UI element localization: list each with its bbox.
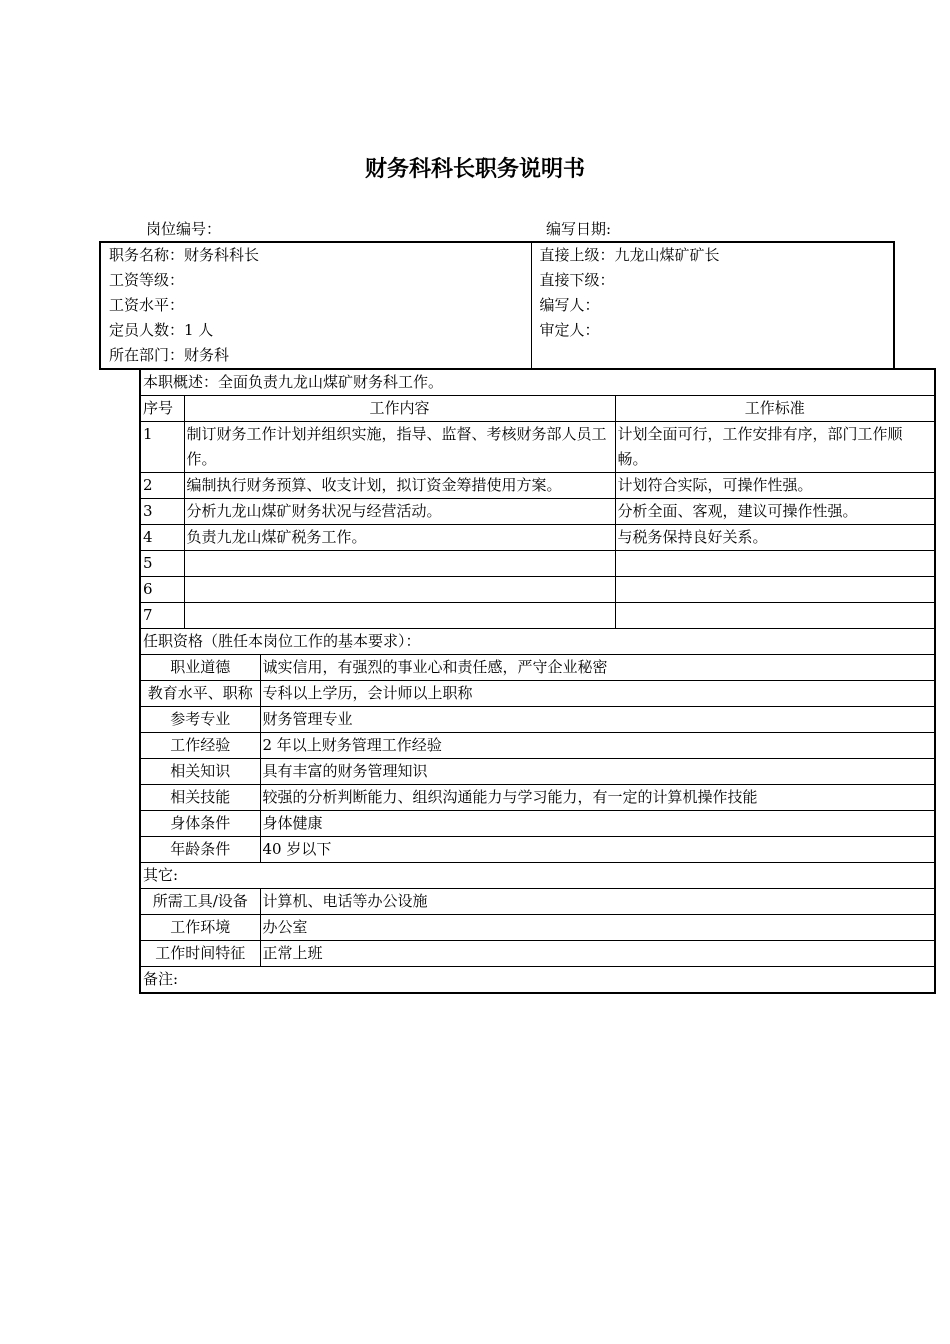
duty-standard [615,603,935,629]
basic-info-right [531,242,894,369]
header-standard: 工作标准 [615,396,935,422]
duty-standard: 分析全面、客观，建议可操作性强。 [615,499,935,525]
qualification-row [140,759,935,785]
position-code-label: 岗位编号： [146,220,222,238]
other-label: 工作时间特征 [140,941,260,967]
qualification-value: 40 岁以下 [260,837,935,863]
empty-field [540,343,886,368]
date-label: 编写日期: [546,220,612,238]
duty-no: 4 [140,525,184,551]
qualification-label: 工作经验 [140,733,260,759]
qualification-row [140,681,935,707]
direct-superior-field: 直接上级：九龙山煤矿矿长 [539,246,720,264]
other-value: 办公室 [260,915,935,941]
table-row [140,577,935,603]
qualification-value: 身体健康 [260,811,935,837]
department-field: 所在部门：财务科 [109,346,230,364]
duties-table [139,368,936,994]
salary-grade-field: 工资等级： [109,271,185,289]
duty-no: 3 [140,499,184,525]
table-row [140,499,935,525]
other-value: 正常上班 [260,941,935,967]
qualification-value: 较强的分析判断能力、组织沟通能力与学习能力，有一定的计算机操作技能 [260,785,935,811]
duty-standard: 计划全面可行，工作安排有序，部门工作顺畅。 [615,422,935,473]
duty-content [184,577,615,603]
author-field: 编写人： [539,296,600,314]
headcount-field: 定员人数：1 人 [109,321,214,339]
qualification-label: 参考专业 [140,707,260,733]
other-row [140,915,935,941]
duty-content [184,603,615,629]
qualification-value: 具有丰富的财务管理知识 [260,759,935,785]
table-row [140,603,935,629]
duty-standard: 与税务保持良好关系。 [615,525,935,551]
other-label: 所需工具/设备 [140,889,260,915]
duty-standard: 计划符合实际，可操作性强。 [615,473,935,499]
duty-no: 2 [140,473,184,499]
qualification-row [140,707,935,733]
job-summary: 本职概述：全面负责九龙山煤矿财务科工作。 [140,369,935,396]
duty-content: 分析九龙山煤矿财务状况与经营活动。 [184,499,615,525]
duty-content: 负责九龙山煤矿税务工作。 [184,525,615,551]
qualification-label: 教育水平、职称 [140,681,260,707]
qualification-label: 身体条件 [140,811,260,837]
remarks: 备注: [140,967,935,994]
table-row [140,525,935,551]
qualification-row [140,837,935,863]
qualification-value: 专科以上学历，会计师以上职称 [260,681,935,707]
other-heading: 其它: [140,863,935,889]
approver-field: 审定人： [539,321,600,339]
qualification-row [140,733,935,759]
duty-standard [615,551,935,577]
duty-content: 编制执行财务预算、收支计划，拟订资金筹措使用方案。 [184,473,615,499]
duty-no: 6 [140,577,184,603]
qualification-row [140,655,935,681]
duty-content: 制订财务工作计划并组织实施，指导、监督、考核财务部人员工作。 [184,422,615,473]
other-value: 计算机、电话等办公设施 [260,889,935,915]
qualification-label: 相关技能 [140,785,260,811]
header-content: 工作内容 [184,396,615,422]
salary-level-field: 工资水平： [109,296,185,314]
duty-no: 1 [140,422,184,473]
other-row [140,889,935,915]
job-title-field: 职务名称：财务科科长 [109,246,260,264]
table-row [140,551,935,577]
qualification-label: 相关知识 [140,759,260,785]
qualification-row [140,785,935,811]
qualifications-heading: 任职资格（胜任本岗位工作的基本要求）： [140,629,935,655]
qualification-row [140,811,935,837]
basic-info-left [100,242,531,369]
direct-subordinate-field: 直接下级： [539,271,615,289]
duty-no: 5 [140,551,184,577]
basic-info-table [99,241,895,370]
qualification-value: 财务管理专业 [260,707,935,733]
qualification-label: 年龄条件 [140,837,260,863]
table-row [140,473,935,499]
duty-standard [615,577,935,603]
other-label: 工作环境 [140,915,260,941]
qualification-value: 2 年以上财务管理工作经验 [260,733,935,759]
qualification-value: 诚实信用，有强烈的事业心和责任感，严守企业秘密 [260,655,935,681]
duty-content [184,551,615,577]
qualification-label: 职业道德 [140,655,260,681]
table-row [140,422,935,473]
duty-no: 7 [140,603,184,629]
other-row [140,941,935,967]
header-no: 序号 [140,396,184,422]
page-title: 财务科科长职务说明书 [364,157,585,182]
